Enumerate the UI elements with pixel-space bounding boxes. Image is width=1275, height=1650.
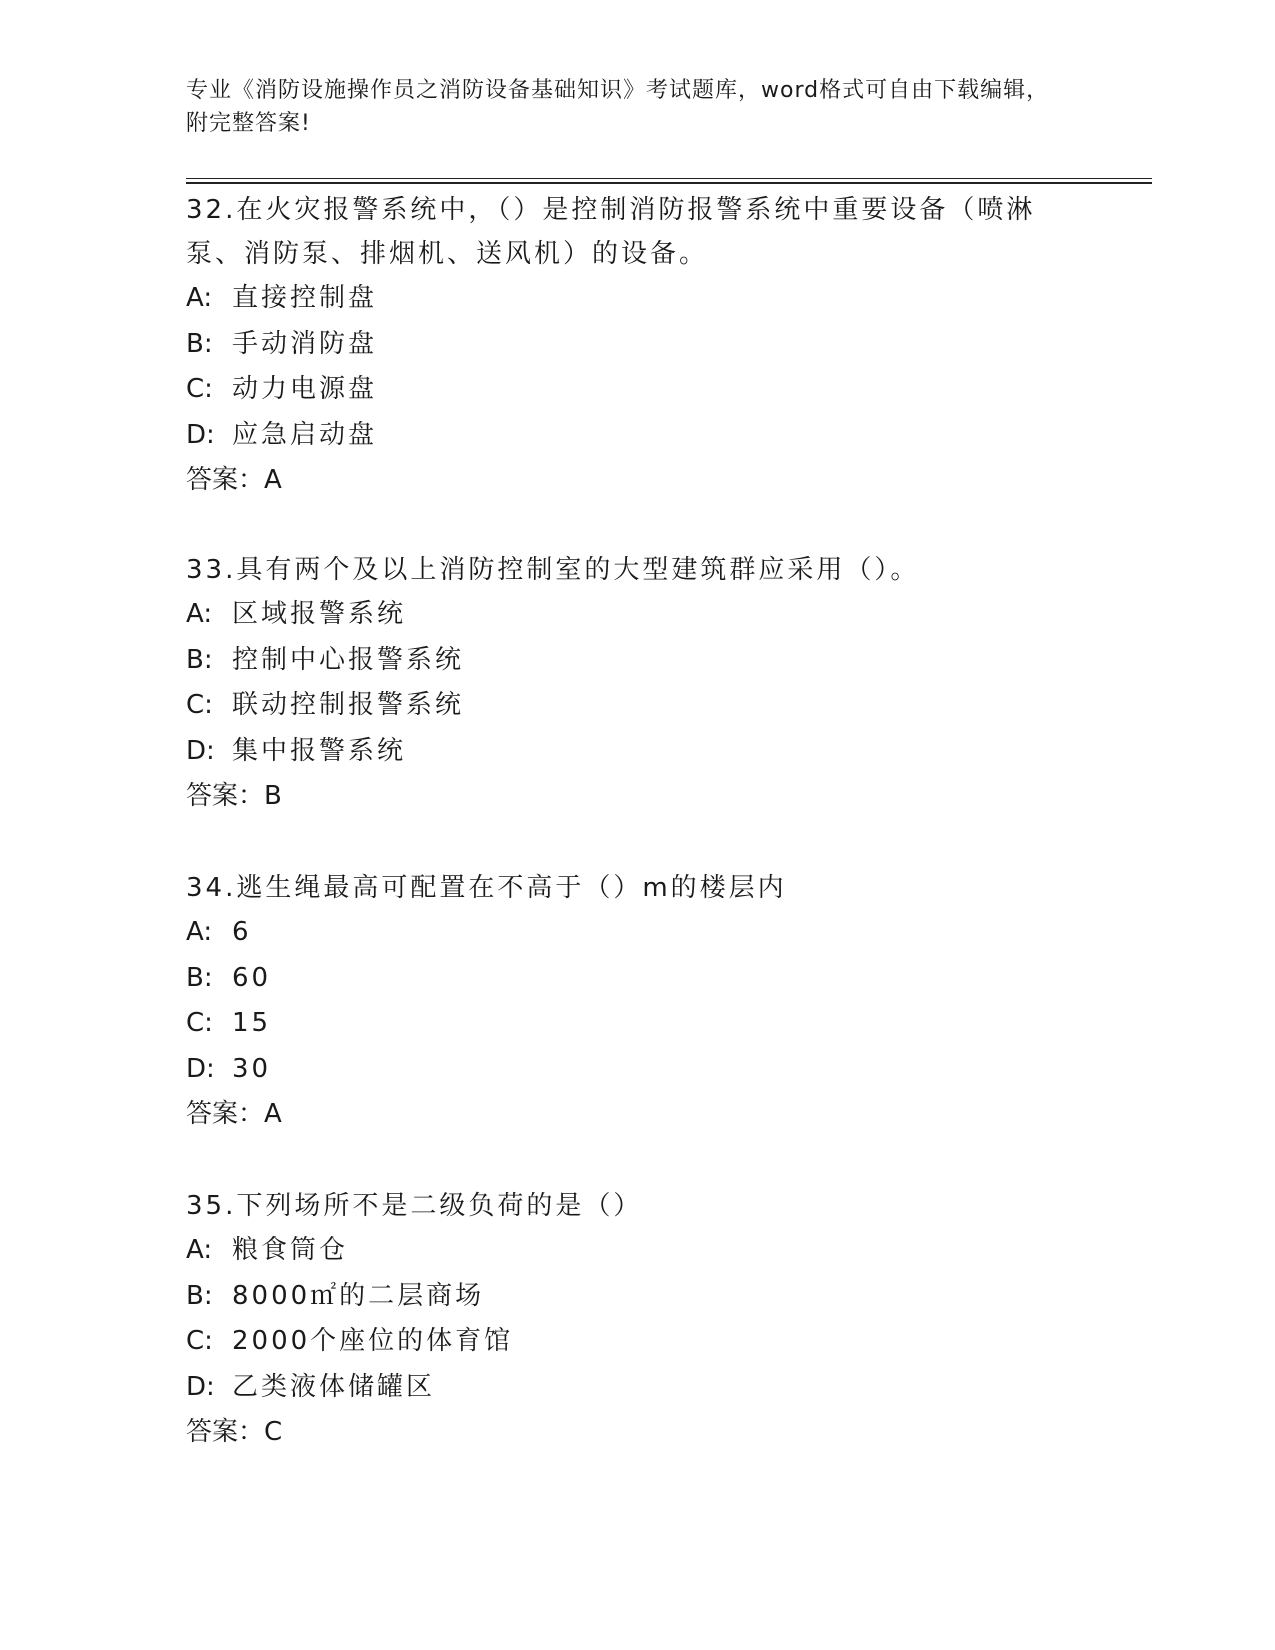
option-d: [186, 729, 1086, 775]
option-text: 手动消防盘: [232, 328, 378, 359]
option-d: [186, 413, 1086, 459]
option-text: 6: [232, 917, 252, 947]
option-b: [186, 322, 1086, 368]
header-divider-thick: [186, 182, 1152, 184]
option-letter: D:: [186, 1053, 215, 1084]
option-letter: C:: [186, 1326, 213, 1356]
option-letter: D:: [186, 1371, 215, 1402]
option-d: [186, 1365, 1086, 1411]
question-stem: 33.具有两个及以上消防控制室的大型建筑群应采用（）。: [186, 555, 920, 585]
option-text: 30: [232, 1053, 272, 1084]
option-text: 联动控制报警系统: [232, 690, 465, 720]
question-stem: 32.在火灾报警系统中，（）是控制消防报警系统中重要设备（喷淋泵、消防泵、排烟机、送风机）的设备。: [186, 195, 1036, 269]
option-c: [186, 1319, 1086, 1365]
option-letter: C:: [186, 690, 213, 720]
option-letter: D:: [186, 419, 215, 450]
question-stem: 35.下列场所不是二级负荷的是（）: [186, 1191, 643, 1221]
option-letter: A:: [186, 283, 213, 313]
option-a: [186, 910, 1086, 956]
answer-line: 答案：B: [186, 781, 282, 811]
question-33: [186, 548, 1086, 820]
answer-line: 答案：A: [186, 465, 282, 495]
option-text: 集中报警系统: [232, 735, 407, 766]
option-c: [186, 1001, 1086, 1047]
option-text: 直接控制盘: [232, 283, 378, 313]
question-34: [186, 866, 1086, 1138]
option-c: [186, 683, 1086, 729]
header-divider-thin: [186, 178, 1152, 179]
option-a: [186, 592, 1086, 638]
option-text: 控制中心报警系统: [232, 644, 465, 675]
option-b: [186, 956, 1086, 1002]
option-d: [186, 1047, 1086, 1093]
option-b: [186, 638, 1086, 684]
option-text: 乙类液体储罐区: [232, 1371, 436, 1402]
document-intro: 专业《消防设施操作员之消防设备基础知识》考试题库，word格式可自由下载编辑，附完整答案!: [186, 78, 1050, 136]
option-a: [186, 1228, 1086, 1274]
option-text: 15: [232, 1008, 272, 1038]
answer-line: 答案：C: [186, 1417, 283, 1447]
question-stem: 34.逃生绳最高可配置在不高于（）m的楼层内: [186, 873, 787, 903]
option-letter: B:: [186, 644, 213, 675]
option-letter: B:: [186, 962, 213, 993]
option-text: 区域报警系统: [232, 599, 407, 629]
option-text: 2000个座位的体育馆: [232, 1326, 514, 1356]
option-letter: D:: [186, 735, 215, 766]
option-letter: C:: [186, 1008, 213, 1038]
option-a: [186, 276, 1086, 322]
option-text: 8000㎡的二层商场: [232, 1280, 485, 1311]
question-35: [186, 1184, 1086, 1456]
option-b: [186, 1274, 1086, 1320]
option-letter: A:: [186, 917, 213, 947]
answer-line: 答案：A: [186, 1099, 282, 1129]
option-letter: A:: [186, 599, 213, 629]
option-text: 动力电源盘: [232, 374, 378, 404]
option-c: [186, 367, 1086, 413]
option-letter: B:: [186, 1280, 213, 1311]
option-letter: A:: [186, 1235, 213, 1265]
option-text: 应急启动盘: [232, 419, 378, 450]
option-text: 60: [232, 962, 272, 993]
option-letter: B:: [186, 328, 213, 359]
option-text: 粮食筒仓: [232, 1235, 349, 1265]
option-letter: C:: [186, 374, 213, 404]
question-32: [186, 188, 1086, 504]
